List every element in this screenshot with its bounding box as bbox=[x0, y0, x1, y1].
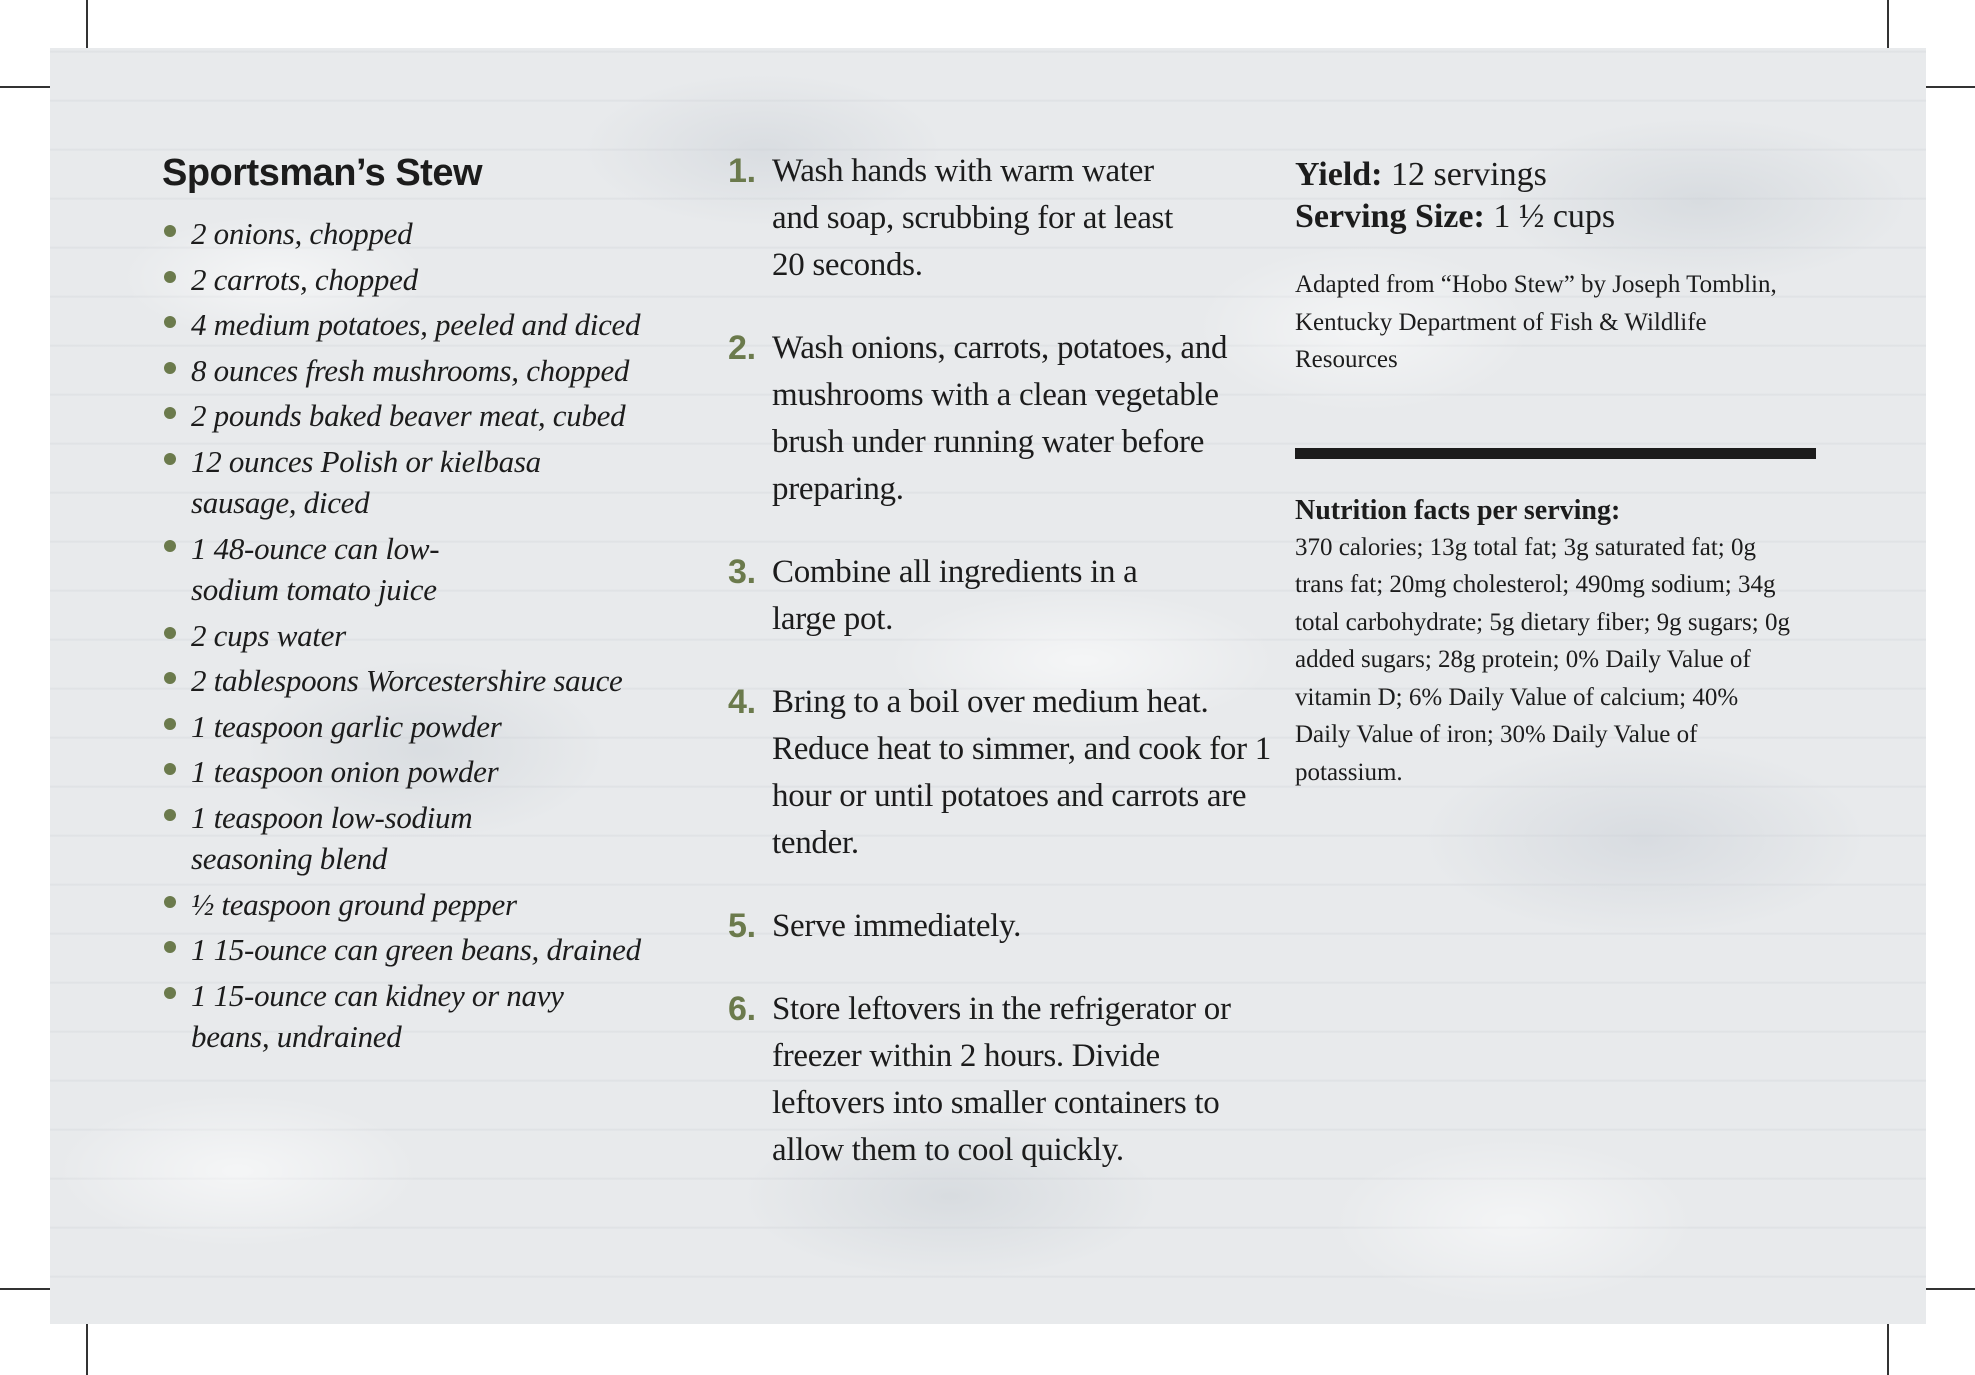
bullet-icon bbox=[164, 809, 176, 821]
bullet-icon bbox=[164, 225, 176, 237]
ingredient-list bbox=[162, 213, 722, 1058]
info-column bbox=[1295, 154, 1875, 791]
step-text: Bring to a boil over medium heat. Reduce heat to simmer, and cook for 1 hour or until potatoes and carrots are tender. bbox=[772, 684, 1271, 861]
yield-label: Yield: bbox=[1295, 156, 1383, 193]
bullet-icon bbox=[164, 362, 176, 374]
bullet-icon bbox=[164, 718, 176, 730]
ingredient-item: 2 onions, chopped bbox=[162, 213, 651, 255]
recipe-title: Sportsman’s Stew bbox=[162, 152, 483, 194]
adapted-credit: Adapted from “Hobo Stew” by Joseph Tomblin, Kentucky Department of Fish & Wildlife Resources bbox=[1295, 271, 1777, 373]
step-list bbox=[728, 148, 1328, 1174]
yield bbox=[1295, 154, 1875, 196]
yield-value: 12 servings bbox=[1391, 156, 1547, 193]
step-text: Store leftovers in the refrigerator or freezer within 2 hours. Divide leftovers into smaller containers to allow them to cool quickly. bbox=[772, 991, 1231, 1168]
ingredient-item: 2 pounds baked beaver meat, cubed bbox=[162, 395, 711, 437]
step-item bbox=[728, 903, 1272, 950]
step-number: 6. bbox=[728, 990, 756, 1028]
step-number: 5. bbox=[728, 907, 756, 945]
ingredient-item: ½ teaspoon ground pepper bbox=[162, 884, 651, 926]
bullet-icon bbox=[164, 271, 176, 283]
bullet-icon bbox=[164, 407, 176, 419]
bullet-icon bbox=[164, 896, 176, 908]
steps-column bbox=[728, 148, 1328, 1210]
ingredient-item: 12 ounces Polish or kielbasa sausage, diced bbox=[162, 441, 601, 524]
ingredient-item: 2 cups water bbox=[162, 615, 651, 657]
nutrition-heading: Nutrition facts per serving: bbox=[1295, 494, 1621, 526]
bullet-icon bbox=[164, 453, 176, 465]
ingredient-item: 1 15-ounce can green beans, drained bbox=[162, 929, 731, 971]
step-number: 1. bbox=[728, 152, 756, 190]
section-divider bbox=[1295, 448, 1816, 459]
step-number: 2. bbox=[728, 329, 756, 367]
step-number: 3. bbox=[728, 553, 756, 591]
bullet-icon bbox=[164, 987, 176, 999]
bullet-icon bbox=[164, 627, 176, 639]
bullet-icon bbox=[164, 316, 176, 328]
ingredient-item: 2 carrots, chopped bbox=[162, 259, 651, 301]
bullet-icon bbox=[164, 672, 176, 684]
ingredients-column bbox=[162, 152, 722, 1062]
step-item bbox=[728, 325, 1292, 513]
ingredient-item: 1 48-ounce can low-sodium tomato juice bbox=[162, 528, 521, 611]
step-item bbox=[728, 986, 1242, 1174]
step-item bbox=[728, 549, 1192, 643]
step-item bbox=[728, 148, 1192, 289]
ingredient-item: 1 teaspoon garlic powder bbox=[162, 706, 651, 748]
ingredient-item: 1 15-ounce can kidney or navy beans, undrained bbox=[162, 975, 591, 1058]
step-text: Wash hands with warm water and soap, scrubbing for at least 20 seconds. bbox=[772, 153, 1173, 283]
ingredient-item: 8 ounces fresh mushrooms, chopped bbox=[162, 350, 711, 392]
step-text: Wash onions, carrots, potatoes, and mushrooms with a clean vegetable brush under running water before preparing. bbox=[772, 330, 1228, 507]
step-text: Combine all ingredients in a large pot. bbox=[772, 554, 1138, 637]
ingredient-item: 1 teaspoon low-sodium seasoning blend bbox=[162, 797, 551, 880]
step-item bbox=[728, 679, 1292, 867]
crop-mark bbox=[86, 1315, 88, 1375]
crop-mark bbox=[1887, 1315, 1889, 1375]
serving-size-label: Serving Size: bbox=[1295, 198, 1485, 235]
serving-size bbox=[1295, 196, 1875, 238]
serving-size-value: 1 ½ cups bbox=[1493, 198, 1616, 235]
step-text: Serve immediately. bbox=[772, 908, 1022, 944]
bullet-icon bbox=[164, 941, 176, 953]
ingredient-item: 1 teaspoon onion powder bbox=[162, 751, 651, 793]
ingredient-item: 4 medium potatoes, peeled and diced bbox=[162, 304, 711, 346]
bullet-icon bbox=[164, 763, 176, 775]
ingredient-item: 2 tablespoons Worcestershire sauce bbox=[162, 660, 711, 702]
recipe-card bbox=[50, 48, 1926, 1324]
nutrition-facts: 370 calories; 13g total fat; 3g saturated fat; 0g trans fat; 20mg cholesterol; 490mg sodium; 34g total carbohydrate; 5g dietary fiber; 9g sugars; 0g added sugars; 28g protein; 0% Daily Value of vitamin D; 6% Daily Value of calcium; 40% Daily Value of iron; 30% Daily Value of potassium. bbox=[1295, 533, 1790, 786]
bullet-icon bbox=[164, 540, 176, 552]
step-number: 4. bbox=[728, 683, 756, 721]
